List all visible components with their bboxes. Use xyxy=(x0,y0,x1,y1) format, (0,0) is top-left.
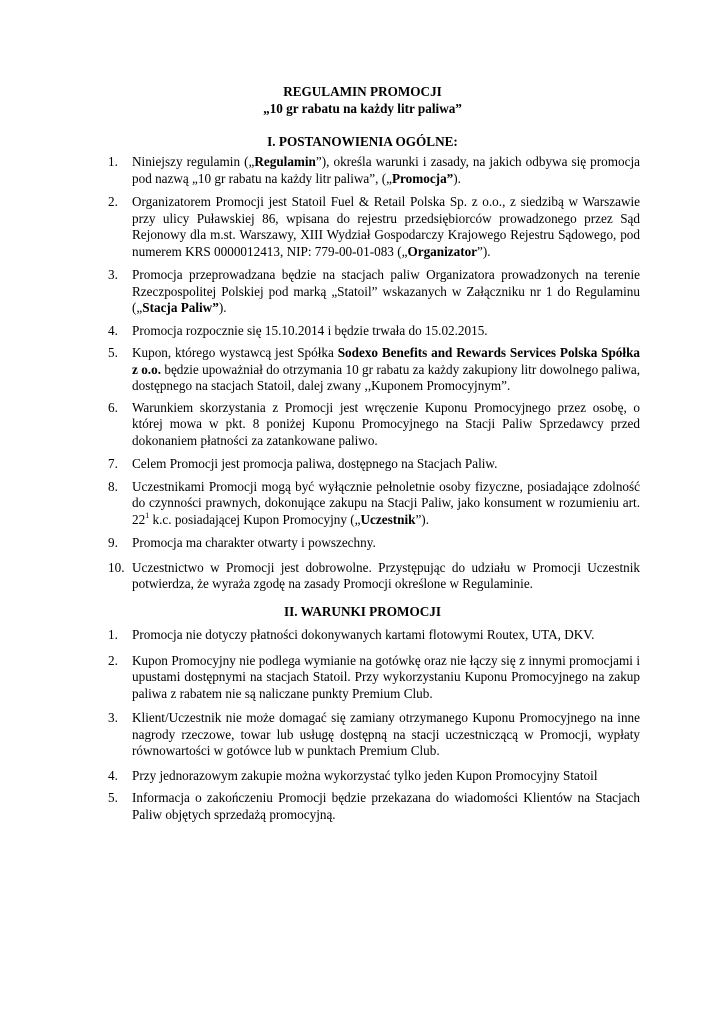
text-run: Uczestnictwo w Promocji jest dobrowolne. Przystępując do udziału w Promocji Uczestnik potwierdza, że wyraża zgodę na zasady Promocji określone w Regulaminie. xyxy=(132,559,640,591)
bold-term: Promocja” xyxy=(391,170,454,186)
text-run: Promocja nie dotyczy płatności dokonywanych kartami flotowymi Routex, UTA, DKV. xyxy=(132,627,595,642)
superscript: 1 xyxy=(145,510,150,520)
item-text xyxy=(132,267,640,317)
item-number: 9. xyxy=(108,535,118,550)
item-text xyxy=(132,627,640,644)
text-run: k.c. posiadającej Kupon Promocyjny („ xyxy=(149,511,361,527)
bold-term: Uczestnik xyxy=(360,511,416,527)
item-number: 2. xyxy=(108,652,118,668)
item-number: 6. xyxy=(108,399,118,415)
document-title: REGULAMIN PROMOCJI xyxy=(283,84,442,99)
item-text xyxy=(132,456,640,473)
item-text xyxy=(132,535,640,552)
list-item xyxy=(108,560,640,593)
list-item xyxy=(108,627,640,644)
text-run: Informacja o zakończeniu Promocji będzie przekazana do wiadomości Klientów na Stacjach Paliw objętych sprzedażą promocyjną. xyxy=(132,790,640,822)
bold-term: Sodexo Benefits and Rewards Services Polska Spółka z o.o. xyxy=(132,345,640,377)
text-run: ”), określa warunki i zasady, na jakich odbywa się promocja pod nazwą „10 gr rabatu na każdy litr paliwa”, („ xyxy=(132,154,640,186)
item-number: 5. xyxy=(108,345,118,360)
text-run: Klient/Uczestnik nie może domagać się zamiany otrzymanego Kuponu Promocyjnego na inne nagrody rzeczowe, towar lub usługę dostępną na stacji uczestniczącą w Promocji, wypłaty równowartości w gotówce lub w punktach Premium Club. xyxy=(132,710,640,758)
item-text xyxy=(132,560,640,593)
text-run: ). xyxy=(218,300,227,315)
list-item xyxy=(108,400,640,450)
promotion-conditions-list xyxy=(108,627,640,823)
item-text xyxy=(132,345,640,395)
section-heading-general: I. POSTANOWIENIA OGÓLNE: xyxy=(267,134,458,149)
text-run: ”). xyxy=(415,511,429,527)
section-heading-conditions: II. WARUNKI PROMOCJI xyxy=(284,604,441,619)
text-run: ). xyxy=(453,170,461,186)
item-text xyxy=(132,710,640,760)
list-item xyxy=(108,535,640,552)
bold-term: Stacja Paliw” xyxy=(142,300,219,315)
item-number: 1. xyxy=(108,154,118,169)
item-number: 10. xyxy=(108,559,125,575)
list-item xyxy=(108,194,640,260)
item-number: 2. xyxy=(108,194,118,209)
list-item xyxy=(108,653,640,703)
item-number: 3. xyxy=(108,710,118,725)
bold-term: Organizator xyxy=(407,243,478,259)
item-text xyxy=(132,790,640,823)
text-run: Niniejszy regulamin („ xyxy=(132,154,255,169)
text-run: Kupon, którego wystawcą jest Spółka xyxy=(132,345,338,360)
list-item xyxy=(108,710,640,760)
text-run: Celem Promocji jest promocja paliwa, dostępnego na Stacjach Paliw. xyxy=(132,456,498,471)
text-run: Warunkiem skorzystania z Promocji jest wręczenie Kuponu Promocyjnego przez osobę, o której mowa w pkt. 8 poniżej Kuponu Promocyjnego na Stacji Paliw Sprzedawcy przed dokonaniem płatności za zatankowane paliwo. xyxy=(132,399,640,448)
list-item xyxy=(108,154,640,187)
item-text xyxy=(132,479,640,529)
item-number: 5. xyxy=(108,790,118,805)
item-number: 4. xyxy=(108,767,118,783)
list-item xyxy=(108,479,640,529)
item-text xyxy=(132,194,640,260)
item-text xyxy=(132,154,640,187)
document-subtitle: „10 gr rabatu na każdy litr paliwa” xyxy=(263,101,462,116)
list-item xyxy=(108,267,640,317)
text-run: Promocja przeprowadzana będzie na stacjach paliw Organizatora prowadzonych na terenie Rzeczpospolitej Polskiej pod marką „Statoil” wskazanych w Załączniku nr 1 do Regulaminu („ xyxy=(132,267,640,315)
item-text xyxy=(132,323,640,340)
item-number: 3. xyxy=(108,267,118,282)
text-run: Promocja ma charakter otwarty i powszechny. xyxy=(132,535,376,550)
item-number: 4. xyxy=(108,322,118,338)
document-header xyxy=(0,83,725,117)
text-run: Uczestnikami Promocji mogą być wyłącznie pełnoletnie osoby fizyczne, posiadające zdolność do czynności prawnych, dokonujące zakupu na Stacji Paliw, jako konsument w rozumieniu art. 22 xyxy=(132,478,640,527)
list-item xyxy=(108,456,640,473)
list-item xyxy=(108,790,640,823)
item-text xyxy=(132,400,640,450)
text-run: Promocja rozpocznie się 15.10.2014 i będzie trwała do 15.02.2015. xyxy=(132,322,488,338)
list-item xyxy=(108,768,640,785)
text-run: Kupon Promocyjny nie podlega wymianie na gotówkę oraz nie łączy się z innymi promocjami i upustami dostępnymi na stacjach Statoil. Przy wykorzystaniu Kuponu Promocyjnego na zakup paliwa z rabatem nie są naliczane punkty Premium Club. xyxy=(132,652,640,701)
item-number: 1. xyxy=(108,627,118,642)
bold-term: Regulamin xyxy=(254,154,316,169)
text-run: Organizatorem Promocji jest Statoil Fuel & Retail Polska Sp. z o.o., z siedzibą w Warszawie przy ulicy Puławskiej 86, wpisana do rejestru przedsiębiorców prowadzonego przez Sąd Rejonowy dla m.st. Warszawy, XIII Wydział Gospodarczy Krajowego Rejestru Sądowego, pod numerem KRS 0000012413, NIP: 779-00-01-083 („ xyxy=(132,194,640,259)
list-item xyxy=(108,345,640,395)
item-text xyxy=(132,653,640,703)
item-text xyxy=(132,768,640,785)
general-provisions-list xyxy=(108,154,640,593)
list-item xyxy=(108,323,640,340)
item-number: 8. xyxy=(108,478,118,494)
text-run: ”). xyxy=(477,243,491,259)
text-run: Przy jednorazowym zakupie można wykorzystać tylko jeden Kupon Promocyjny Statoil xyxy=(132,767,598,783)
text-run: będzie upoważniał do otrzymania 10 gr rabatu za każdy zakupiony litr dowolnego paliwa, dostępnego na stacjach Statoil, dalej zwany ,,Kuponem Promocyjnym”. xyxy=(132,361,641,393)
item-number: 7. xyxy=(108,456,118,471)
